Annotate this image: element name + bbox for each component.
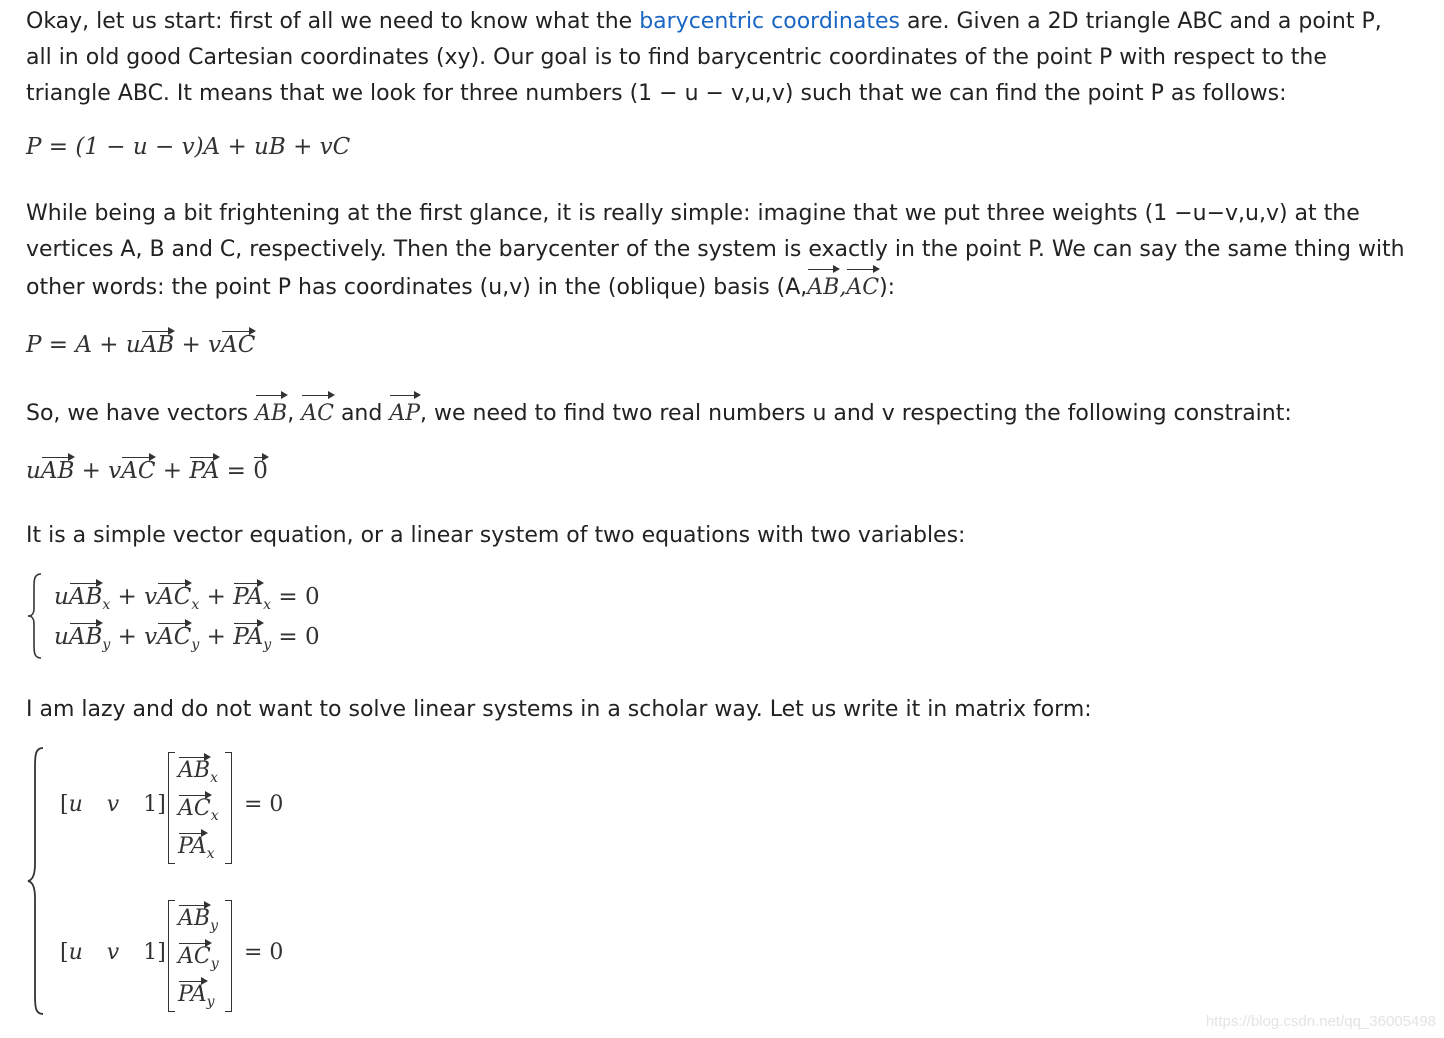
vectors-tail: , we need to find two real numbers u and v respecting the following constraint: [420, 401, 1292, 426]
vector-ab: AB [40, 458, 75, 484]
subscript: x [102, 597, 111, 613]
vector-ab: AB [178, 906, 211, 931]
vector-pa: PA [189, 458, 220, 484]
column-entry [178, 832, 215, 862]
one: 1 [143, 940, 158, 965]
intro-paragraph [26, 4, 1406, 112]
barycentric-coordinates-link[interactable]: barycentric coordinates [639, 9, 900, 34]
vector-ab: AB [807, 268, 839, 306]
vectors-lead: So, we have vectors [26, 401, 256, 426]
equation-constraint [26, 456, 268, 484]
comma: , [839, 275, 847, 300]
vector-pa: PA [178, 982, 207, 1007]
column-entry [178, 980, 215, 1010]
column-entry [178, 942, 219, 972]
rhs: = 0 [271, 584, 320, 610]
separator: , [287, 401, 302, 426]
vector-ab: AB [68, 584, 103, 610]
u-var: u [54, 624, 69, 650]
vector-ab: AB [255, 394, 287, 432]
vector-ab: AB [68, 624, 103, 650]
subscript: y [191, 637, 200, 653]
intro-text-continued: are. Given a 2D triangle ABC and a point P, all in old good Cartesian coordinates (xy). Our goal is to find barycentric coordinates of the point P with respect to the triangle ABC. It means that we look for three numbers (1 − u − v,u,v) such that we can find the point P as follows: [26, 9, 1382, 106]
vector-ac: AC [846, 268, 879, 306]
vector-ac: AC [178, 796, 211, 821]
u-var: u [68, 792, 83, 817]
vector-ac: AC [157, 624, 192, 650]
column-bracket-right [225, 752, 232, 864]
rhs-zero: = 0 [244, 792, 284, 817]
matrix-form-paragraph: I am lazy and do not want to solve linear systems in a scholar way. Let us write it in matrix form: [26, 697, 1092, 722]
eq2-mid: + v [174, 332, 222, 358]
vector-ac: AC [301, 394, 334, 432]
vector-pa: PA [178, 834, 207, 859]
vector-ab: AB [140, 332, 175, 358]
column-bracket-left [168, 900, 175, 1012]
subscript: y [210, 956, 219, 972]
rhs: = 0 [271, 624, 320, 650]
weights-paragraph [26, 196, 1406, 306]
vector-ac: AC [121, 458, 156, 484]
plus: + [199, 584, 234, 610]
vector-ab: AB [178, 758, 211, 783]
plus: + [199, 624, 234, 650]
subscript: y [263, 637, 272, 653]
weights-text: While being a bit frightening at the first glance, it is really simple: imagine that we put three weights (1 −u−v,u,v) at the vertices A, B and C, respectively. Then the barycenter of the system is exactly in the point P. We can say the same thing with other words: the point P has coordinates (u,v) in the (oblique) basis (A, [26, 201, 1405, 300]
one: 1 [143, 792, 158, 817]
paren-close: ): [879, 275, 896, 300]
row-vector: [u v 1] [60, 792, 166, 817]
intro-text: Okay, let us start: first of all we need to know what the [26, 9, 640, 34]
watermark: https://blog.csdn.net/qq_36005498 [1205, 1013, 1436, 1030]
plus-v: + v [74, 458, 122, 484]
vector-pa: PA [233, 584, 264, 610]
column-entry [178, 904, 218, 934]
column-entry [178, 794, 219, 824]
vector-ac: AC [221, 332, 256, 358]
plus: + [155, 458, 190, 484]
vector-pa: PA [233, 624, 264, 650]
rhs-zero: = 0 [244, 940, 284, 965]
subscript: x [263, 597, 272, 613]
v-var: v [106, 940, 120, 965]
column-entry [178, 756, 218, 786]
u-var: u [68, 940, 83, 965]
column-bracket-right [225, 900, 232, 1012]
zero-vector: 0 [253, 458, 268, 484]
subscript: y [206, 994, 215, 1010]
subscript: y [210, 918, 218, 934]
u-var: u [26, 458, 41, 484]
system-brace [26, 572, 44, 660]
plus-v: + v [110, 624, 158, 650]
eq2-lead: P = A + u [26, 332, 141, 358]
u-var: u [54, 584, 69, 610]
separator: and [333, 401, 390, 426]
subscript: y [102, 637, 111, 653]
linear-system-paragraph: It is a simple vector equation, or a linear system of two equations with two variables: [26, 523, 966, 548]
matrix-system-brace [26, 746, 46, 1016]
plus-v: + v [110, 584, 158, 610]
row-vector: [u v 1] [60, 940, 166, 965]
equation-oblique-basis [26, 330, 255, 358]
subscript: x [210, 770, 218, 786]
equals: = [219, 458, 254, 484]
vectors-paragraph [26, 394, 1406, 432]
subscript: x [206, 846, 215, 862]
column-bracket-left [168, 752, 175, 864]
subscript: x [210, 808, 219, 824]
v-var: v [106, 792, 120, 817]
vector-ac: AC [178, 944, 211, 969]
system-row-x [54, 582, 320, 613]
vector-ac: AC [157, 584, 192, 610]
vector-ap: AP [389, 394, 420, 432]
system-row-y [54, 622, 320, 653]
subscript: x [191, 597, 200, 613]
equation-barycentric: P = (1 − u − v)A + uB + vC [26, 134, 351, 160]
